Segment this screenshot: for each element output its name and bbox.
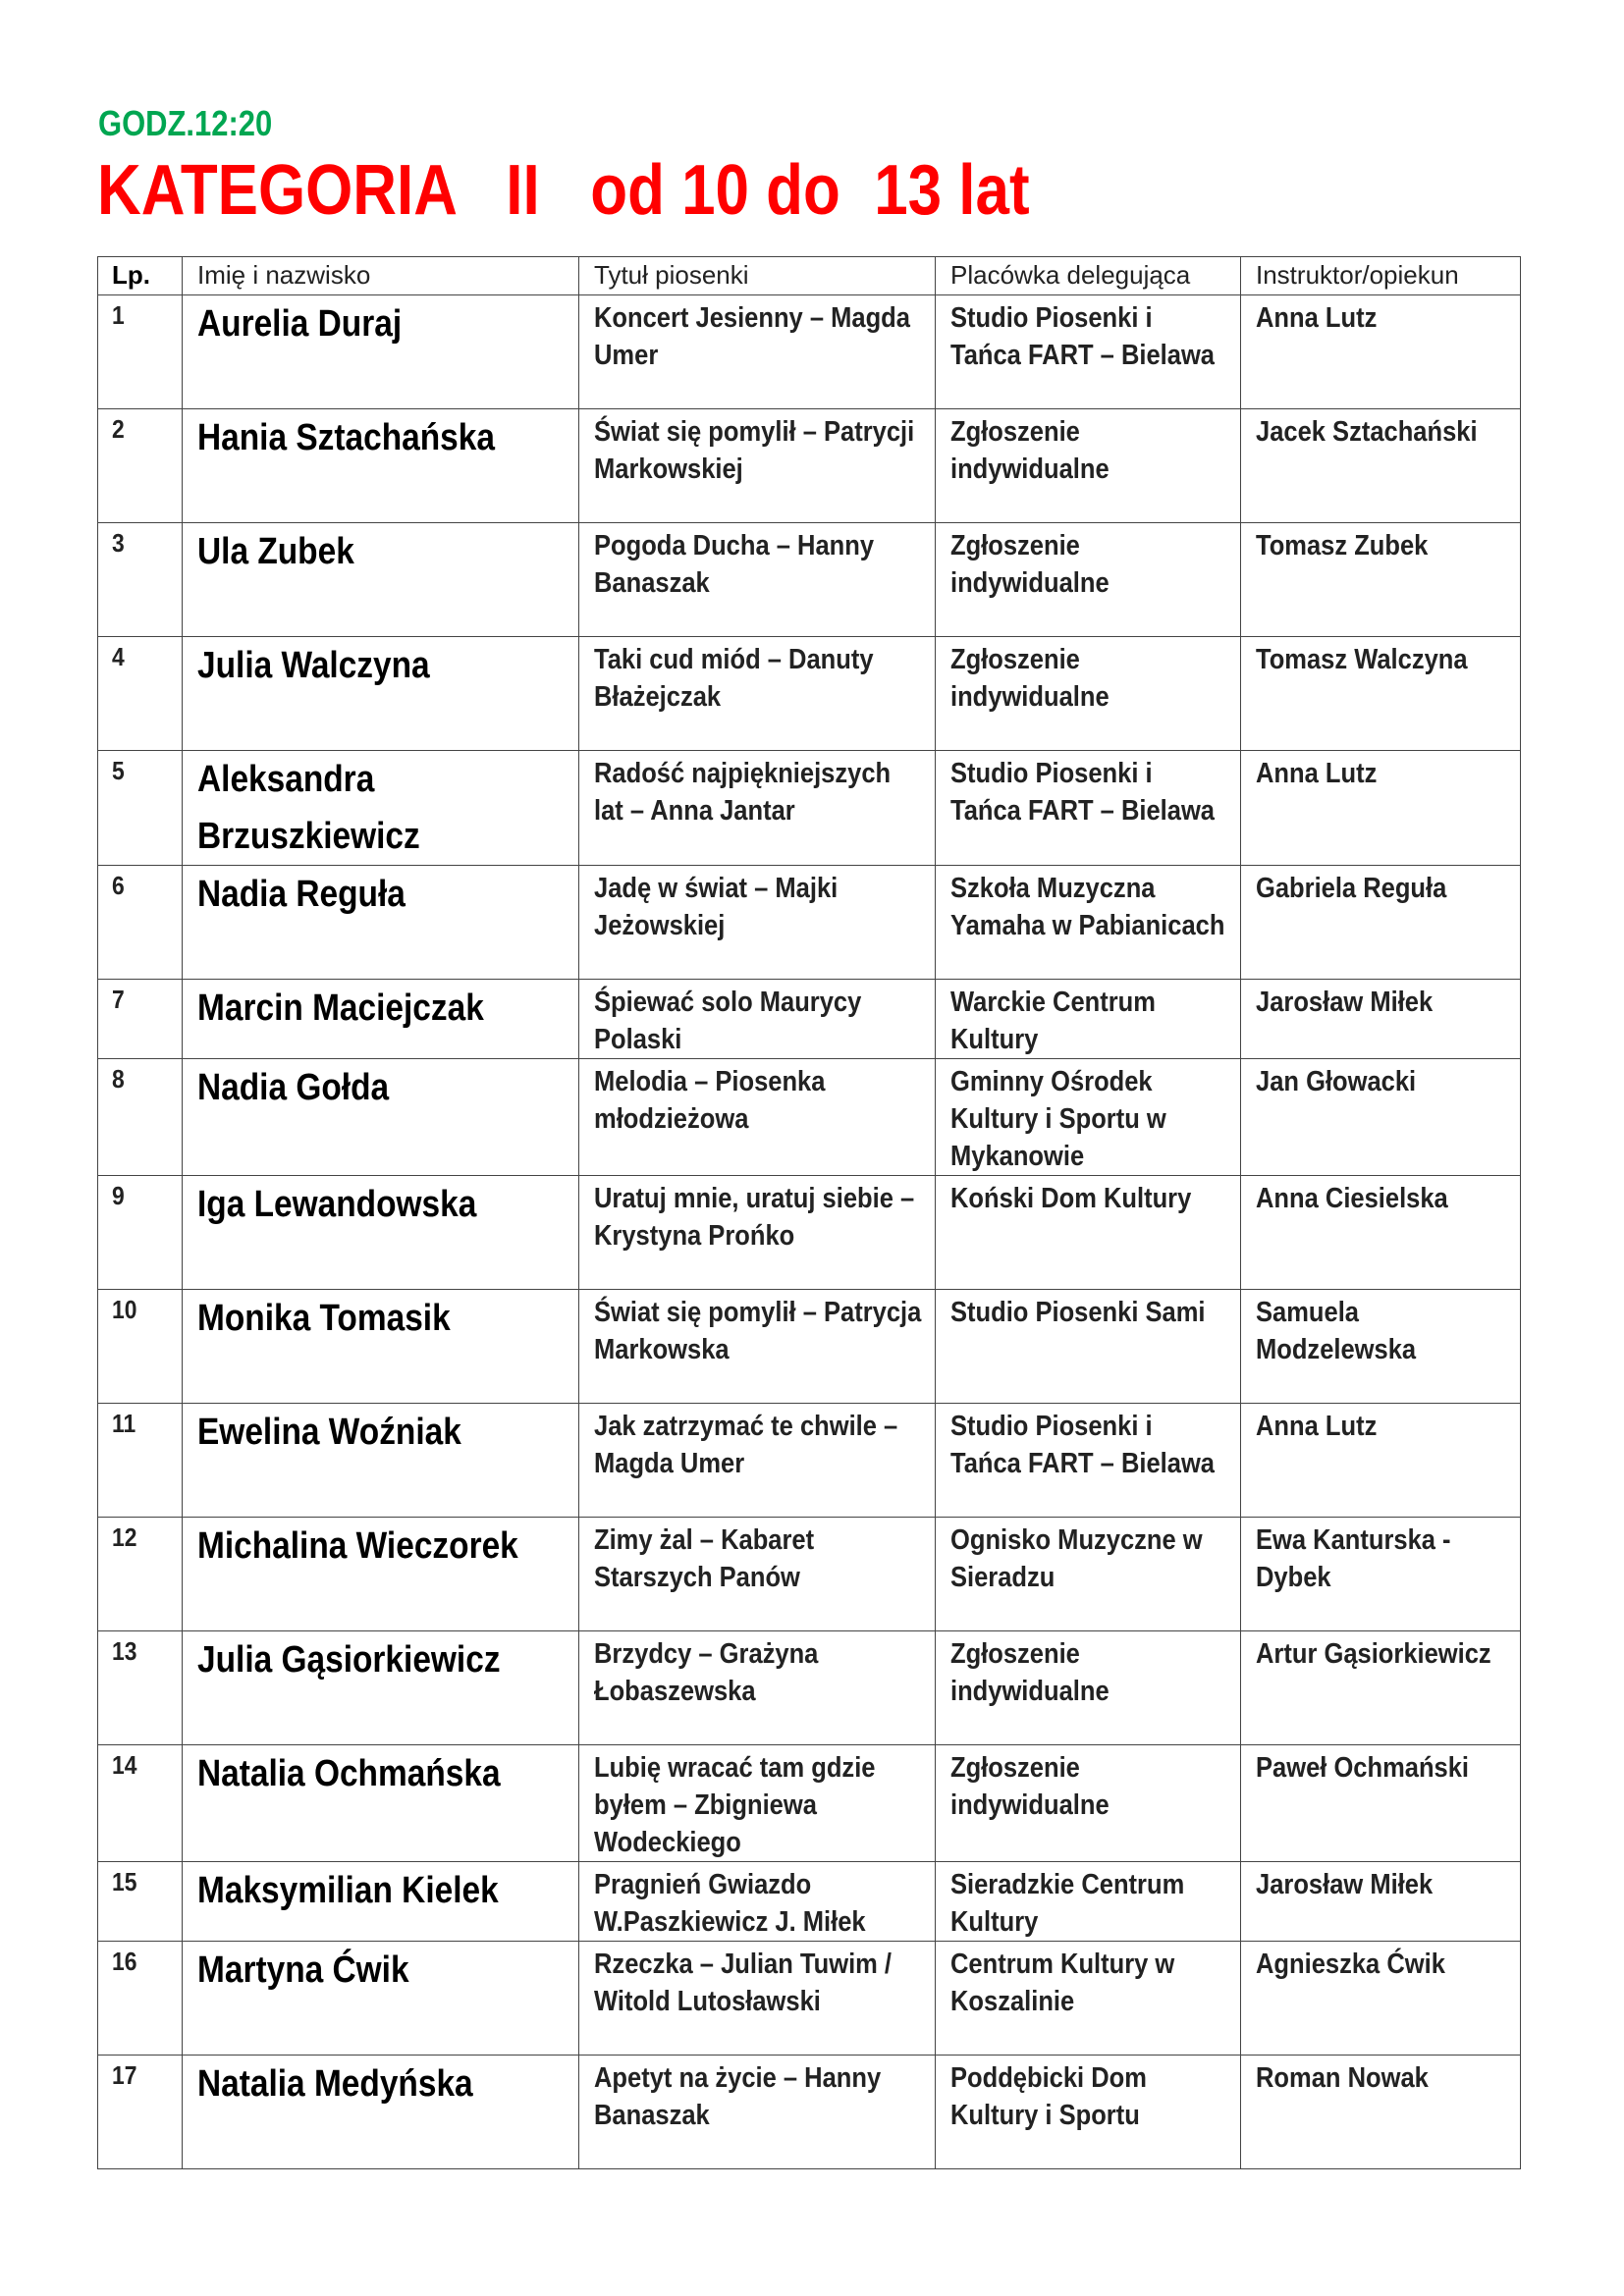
participant-name — [183, 2056, 579, 2169]
participant-name-text: Monika Tomasik — [197, 1298, 451, 1339]
row-number-text: 16 — [112, 1947, 137, 1976]
instructor-name — [1241, 751, 1521, 866]
participant-name — [183, 1862, 579, 1942]
row-number — [98, 1059, 183, 1176]
song-title — [579, 1518, 936, 1631]
participant-name-text: Julia Gąsiorkiewicz — [197, 1639, 501, 1681]
instructor-name-text: Roman Nowak — [1256, 2062, 1429, 2094]
participant-name-text: Natalia Ochmańska — [197, 1753, 501, 1794]
table-row — [98, 1631, 1521, 1745]
instructor-name-text: Artur Gąsiorkiewicz — [1256, 1638, 1491, 1670]
song-title-text: Koncert Jesienny – Magda Umer — [594, 302, 910, 371]
delegating-institution — [936, 1518, 1241, 1631]
table-row — [98, 1518, 1521, 1631]
instructor-name-text: Gabriela Reguła — [1256, 873, 1447, 904]
delegating-institution-text: Zgłoszenie indywidualne — [950, 1638, 1110, 1707]
row-number-text: 3 — [112, 528, 125, 558]
column-header-place: Placówka delegująca — [936, 257, 1241, 295]
participant-name-text: Marcin Maciejczak — [197, 988, 484, 1029]
table-header-row — [98, 257, 1521, 295]
delegating-institution-text: Poddębicki Dom Kultury i Sportu — [950, 2062, 1147, 2131]
session-time: GODZ.12:20 — [98, 103, 273, 143]
delegating-institution-text: Koński Dom Kultury — [950, 1183, 1192, 1214]
delegating-institution — [936, 2056, 1241, 2169]
instructor-name-text: Jacek Sztachański — [1256, 416, 1478, 448]
song-title — [579, 409, 936, 523]
instructor-name — [1241, 523, 1521, 637]
instructor-name-text: Jan Głowacki — [1256, 1066, 1417, 1097]
instructor-name — [1241, 1176, 1521, 1290]
delegating-institution-text: Gminny Ośrodek Kultury i Sportu w Mykanowie — [950, 1066, 1166, 1172]
participant-name-text: Nadia Reguła — [197, 874, 406, 915]
instructor-name — [1241, 409, 1521, 523]
row-number-text: 11 — [112, 1409, 136, 1438]
participant-name — [183, 295, 579, 409]
delegating-institution — [936, 1059, 1241, 1176]
song-title-text: Jadę w świat – Majki Jeżowskiej — [594, 873, 839, 941]
instructor-name-text: Tomasz Zubek — [1256, 530, 1429, 561]
participant-name — [183, 1290, 579, 1404]
song-title — [579, 1942, 936, 2056]
table-row — [98, 1059, 1521, 1176]
song-title-text: Pogoda Ducha – Hanny Banaszak — [594, 530, 875, 599]
delegating-institution — [936, 751, 1241, 866]
row-number-text: 12 — [112, 1522, 137, 1552]
delegating-institution — [936, 637, 1241, 751]
song-title-text: Lubię wracać tam gdzie byłem – Zbigniewa Wodeckiego — [594, 1752, 876, 1858]
category-title: KATEGORIA II od 10 do 13 lat — [97, 151, 1030, 230]
participant-name-text: Ewelina Woźniak — [197, 1412, 461, 1453]
instructor-name — [1241, 1942, 1521, 2056]
column-header-name: Imię i nazwisko — [183, 257, 579, 295]
delegating-institution-text: Centrum Kultury w Koszalinie — [950, 1949, 1175, 2017]
delegating-institution-text: Studio Piosenki i Tańca FART – Bielawa — [950, 1411, 1216, 1479]
row-number — [98, 295, 183, 409]
song-title — [579, 1404, 936, 1518]
song-title-text: Uratuj mnie, uratuj siebie – Krystyna Prońko — [594, 1183, 915, 1252]
participant-name — [183, 409, 579, 523]
table-row — [98, 523, 1521, 637]
row-number-text: 2 — [112, 414, 125, 444]
song-title-text: Brzydcy – Grażyna Łobaszewska — [594, 1638, 819, 1707]
instructor-name — [1241, 1518, 1521, 1631]
row-number-text: 13 — [112, 1636, 137, 1666]
table-row — [98, 2056, 1521, 2169]
song-title — [579, 751, 936, 866]
song-title-text: Zimy żal – Kabaret Starszych Panów — [594, 1524, 815, 1593]
instructor-name — [1241, 1059, 1521, 1176]
row-number — [98, 866, 183, 980]
participants-table — [97, 256, 1521, 2169]
participant-name — [183, 980, 579, 1059]
row-number-text: 9 — [112, 1181, 125, 1210]
row-number-text: 1 — [112, 300, 125, 330]
delegating-institution-text: Zgłoszenie indywidualne — [950, 1752, 1110, 1821]
row-number — [98, 1745, 183, 1862]
table-row — [98, 1176, 1521, 1290]
delegating-institution — [936, 1404, 1241, 1518]
instructor-name — [1241, 1631, 1521, 1745]
delegating-institution-text: Studio Piosenki i Tańca FART – Bielawa — [950, 758, 1216, 827]
participant-name — [183, 1059, 579, 1176]
row-number-text: 10 — [112, 1295, 137, 1324]
participant-name-text: Aurelia Duraj — [197, 303, 403, 345]
instructor-name — [1241, 295, 1521, 409]
instructor-name — [1241, 1290, 1521, 1404]
delegating-institution — [936, 1862, 1241, 1942]
row-number-text: 8 — [112, 1064, 125, 1094]
delegating-institution-text: Studio Piosenki Sami — [950, 1297, 1206, 1328]
participant-name-text: Hania Sztachańska — [197, 417, 495, 458]
song-title-text: Świat się pomylił – Patrycja Markowska — [594, 1297, 922, 1365]
participant-name — [183, 1745, 579, 1862]
table-body — [98, 295, 1521, 2169]
song-title — [579, 637, 936, 751]
row-number — [98, 2056, 183, 2169]
table-row — [98, 1404, 1521, 1518]
instructor-name-text: Anna Lutz — [1256, 302, 1378, 334]
participant-name-text: Nadia Gołda — [197, 1067, 390, 1108]
participant-name-text: Aleksandra Brzuszkiewicz — [197, 759, 420, 857]
instructor-name-text: Jarosław Miłek — [1256, 987, 1434, 1018]
row-number — [98, 1404, 183, 1518]
participant-name-text: Ula Zubek — [197, 531, 354, 572]
instructor-name — [1241, 1745, 1521, 1862]
instructor-name — [1241, 1862, 1521, 1942]
participant-name-text: Iga Lewandowska — [197, 1184, 477, 1225]
row-number-text: 14 — [112, 1750, 137, 1780]
table-row — [98, 1290, 1521, 1404]
table-row — [98, 409, 1521, 523]
song-title — [579, 523, 936, 637]
row-number — [98, 1862, 183, 1942]
participant-name-text: Martyna Ćwik — [197, 1949, 409, 1991]
table-row — [98, 866, 1521, 980]
song-title — [579, 295, 936, 409]
song-title-text: Rzeczka – Julian Tuwim / Witold Lutosławski — [594, 1949, 893, 2017]
row-number-text: 7 — [112, 985, 125, 1014]
instructor-name-text: Ewa Kanturska - Dybek — [1256, 1524, 1451, 1593]
delegating-institution-text: Ognisko Muzyczne w Sieradzu — [950, 1524, 1203, 1593]
instructor-name-text: Anna Ciesielska — [1256, 1183, 1448, 1214]
song-title-text: Melodia – Piosenka młodzieżowa — [594, 1066, 826, 1135]
instructor-name-text: Agnieszka Ćwik — [1256, 1949, 1445, 1980]
row-number-text: 17 — [112, 2060, 137, 2090]
row-number — [98, 751, 183, 866]
table-row — [98, 980, 1521, 1059]
participant-name — [183, 1404, 579, 1518]
instructor-name — [1241, 1404, 1521, 1518]
participant-name-text: Natalia Medyńska — [197, 2063, 473, 2105]
row-number-text: 4 — [112, 642, 125, 671]
song-title-text: Pragnień Gwiazdo W.Paszkiewicz J. Miłek — [594, 1869, 866, 1938]
song-title-text: Taki cud miód – Danuty Błażejczak — [594, 644, 874, 713]
row-number — [98, 1176, 183, 1290]
instructor-name — [1241, 980, 1521, 1059]
participant-name — [183, 637, 579, 751]
delegating-institution-text: Warckie Centrum Kultury — [950, 987, 1156, 1055]
delegating-institution — [936, 1176, 1241, 1290]
song-title-text: Apetyt na życie – Hanny Banaszak — [594, 2062, 882, 2131]
song-title — [579, 1745, 936, 1862]
row-number — [98, 1518, 183, 1631]
table-row — [98, 1942, 1521, 2056]
participant-name — [183, 751, 579, 866]
instructor-name — [1241, 637, 1521, 751]
instructor-name-text: Paweł Ochmański — [1256, 1752, 1470, 1784]
participant-name — [183, 866, 579, 980]
row-number-text: 15 — [112, 1867, 137, 1896]
row-number — [98, 523, 183, 637]
delegating-institution — [936, 1290, 1241, 1404]
row-number — [98, 409, 183, 523]
delegating-institution — [936, 523, 1241, 637]
delegating-institution-text: Studio Piosenki i Tańca FART – Bielawa — [950, 302, 1216, 371]
song-title — [579, 1059, 936, 1176]
participant-name — [183, 1631, 579, 1745]
song-title — [579, 1631, 936, 1745]
delegating-institution — [936, 866, 1241, 980]
instructor-name-text: Anna Lutz — [1256, 758, 1378, 789]
delegating-institution-text: Zgłoszenie indywidualne — [950, 644, 1110, 713]
delegating-institution-text: Zgłoszenie indywidualne — [950, 416, 1110, 485]
instructor-name-text: Anna Lutz — [1256, 1411, 1378, 1442]
table-row — [98, 295, 1521, 409]
row-number — [98, 637, 183, 751]
instructor-name — [1241, 2056, 1521, 2169]
instructor-name — [1241, 866, 1521, 980]
song-title — [579, 980, 936, 1059]
delegating-institution — [936, 1745, 1241, 1862]
column-header-instructor: Instruktor/opiekun — [1241, 257, 1521, 295]
delegating-institution — [936, 295, 1241, 409]
table-row — [98, 751, 1521, 866]
delegating-institution — [936, 409, 1241, 523]
row-number-text: 6 — [112, 871, 125, 900]
row-number — [98, 1631, 183, 1745]
instructor-name-text: Samuela Modzelewska — [1256, 1297, 1417, 1365]
song-title-text: Radość najpiękniejszych lat – Anna Jantar — [594, 758, 892, 827]
delegating-institution-text: Szkoła Muzyczna Yamaha w Pabianicach — [950, 873, 1225, 941]
participant-name — [183, 1518, 579, 1631]
song-title-text: Świat się pomylił – Patrycji Markowskiej — [594, 416, 915, 485]
delegating-institution — [936, 1942, 1241, 2056]
song-title — [579, 1290, 936, 1404]
song-title — [579, 1176, 936, 1290]
row-number — [98, 980, 183, 1059]
row-number — [98, 1942, 183, 2056]
song-title — [579, 2056, 936, 2169]
participant-name-text: Julia Walczyna — [197, 645, 430, 686]
instructor-name-text: Tomasz Walczyna — [1256, 644, 1468, 675]
song-title-text: Jak zatrzymać te chwile – Magda Umer — [594, 1411, 898, 1479]
column-header-lp: Lp. — [98, 257, 183, 295]
table-row — [98, 1862, 1521, 1942]
delegating-institution — [936, 1631, 1241, 1745]
table-row — [98, 637, 1521, 751]
song-title — [579, 1862, 936, 1942]
song-title — [579, 866, 936, 980]
table-row — [98, 1745, 1521, 1862]
song-title-text: Śpiewać solo Maurycy Polaski — [594, 987, 862, 1055]
delegating-institution-text: Sieradzkie Centrum Kultury — [950, 1869, 1185, 1938]
participant-name — [183, 1942, 579, 2056]
column-header-song: Tytuł piosenki — [579, 257, 936, 295]
delegating-institution-text: Zgłoszenie indywidualne — [950, 530, 1110, 599]
participant-name-text: Michalina Wieczorek — [197, 1525, 518, 1567]
participant-name — [183, 523, 579, 637]
participant-name — [183, 1176, 579, 1290]
row-number-text: 5 — [112, 756, 125, 785]
participant-name-text: Maksymilian Kielek — [197, 1870, 499, 1911]
delegating-institution — [936, 980, 1241, 1059]
row-number — [98, 1290, 183, 1404]
instructor-name-text: Jarosław Miłek — [1256, 1869, 1434, 1900]
